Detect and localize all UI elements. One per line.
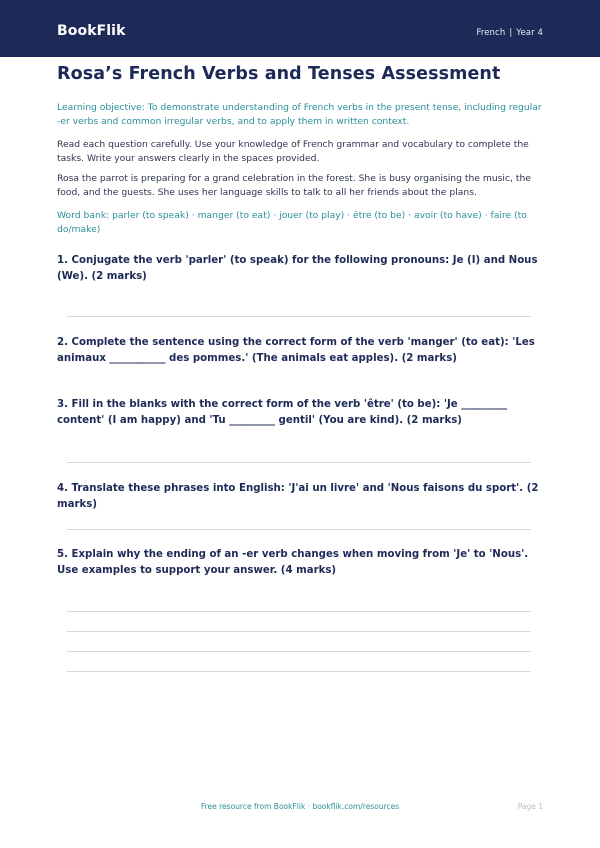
question-3: 3. Fill in the blanks with the correct form of the verb 'être' (to be): 'Je _________ content' (I am happy) and 'Tu _________ gentil' (You are kind). (2 marks): [57, 399, 508, 426]
footer-resource-link[interactable]: Free resource from BookFlik · bookflik.com/resources: [200, 802, 400, 811]
learning-objective: Learning objective: To demonstrate understanding of French verbs in the present tense, including regular -er verbs and common irregular verbs, and to apply them in written context.: [57, 102, 542, 127]
answer-line-q5-4[interactable]: [67, 671, 531, 672]
question-5: 5. Explain why the ending of an -er verb changes when moving from 'Je' to 'Nous'. Use examples to support your answer. (4 marks): [57, 549, 529, 576]
subject-label: French: [476, 28, 506, 38]
year-label: Year 4: [516, 28, 543, 38]
answer-line-q4[interactable]: [67, 529, 531, 530]
word-bank: Word bank: parler (to speak) · manger (to eat) · jouer (to play) · être (to be) · avoir (to have) · faire (to do/make): [57, 210, 527, 235]
answer-line-q5-2[interactable]: [67, 631, 531, 632]
answer-line-q1[interactable]: [67, 316, 531, 317]
instructions-text: Read each question carefully. Use your knowledge of French grammar and vocabulary to complete the tasks. Write your answers clearly in the spaces provided.: [57, 139, 529, 164]
answer-line-q5-1[interactable]: [67, 611, 531, 612]
page-header: [0, 0, 600, 57]
meta-separator: |: [509, 28, 513, 38]
question-2: 2. Complete the sentence using the correct form of the verb 'manger' (to eat): 'Les animaux ___________ des pommes.' (The animals eat apples). (2 marks): [57, 337, 535, 364]
brand-logo-text[interactable]: BookFlik: [57, 23, 126, 39]
answer-line-q5-3[interactable]: [67, 651, 531, 652]
story-text: Rosa the parrot is preparing for a grand celebration in the forest. She is busy organising the music, the food, and the guests. She uses her language skills to talk to all her friends about the plans.: [57, 173, 531, 198]
page-number: Page 1: [517, 802, 543, 811]
subject-year-label: [476, 28, 543, 38]
page-title: Rosa’s French Verbs and Tenses Assessment: [57, 64, 501, 84]
question-1: 1. Conjugate the verb 'parler' (to speak) for the following pronouns: Je (I) and Nous (We). (2 marks): [57, 255, 538, 282]
question-4: 4. Translate these phrases into English: 'J'ai un livre' and 'Nous faisons du sport'. (2 marks): [57, 483, 539, 510]
answer-line-q3[interactable]: [67, 462, 531, 463]
